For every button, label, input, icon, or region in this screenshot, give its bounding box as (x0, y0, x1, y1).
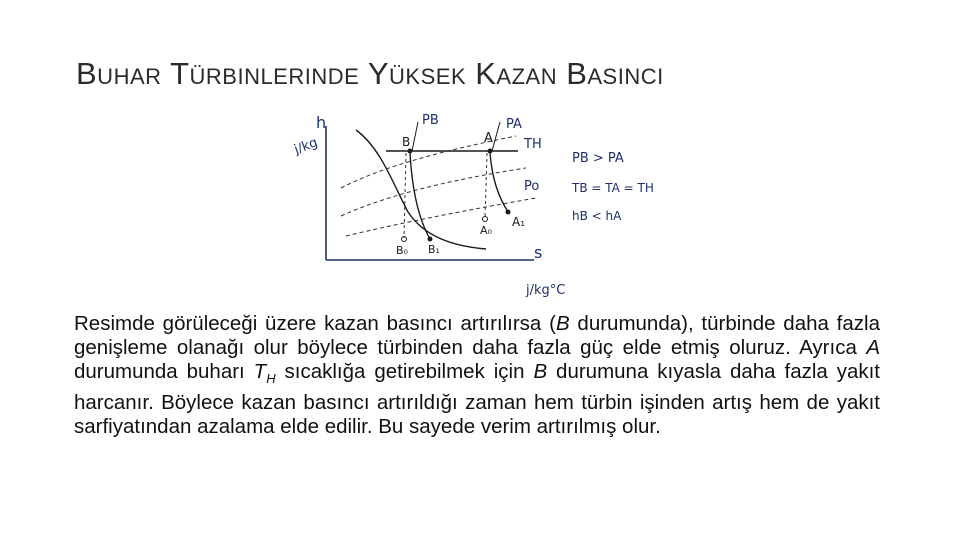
point-B1-dot (428, 237, 433, 242)
slide-title: Buhar Türbinlerinde Yüksek Kazan Basıncı (76, 56, 664, 91)
point-B-dot (408, 149, 413, 154)
body-paragraph (74, 312, 880, 439)
text-part-5: durumuna kıyasla daha fazla yakıt harcanır. Böylece kazan basıncı artırıldığı zaman hem türbin işinden artış hem de yakıt sarfiyatından azalama elde edilir. Bu sayede verim artırılmış olur. (74, 360, 881, 439)
label-PA: PA (506, 117, 522, 132)
point-A1-dot (506, 210, 511, 215)
pa-line (492, 122, 500, 151)
text-T: T (253, 360, 267, 383)
text-B-1: B (555, 312, 570, 335)
label-A: A (484, 131, 493, 146)
point-A0-dot (483, 217, 488, 222)
vertical-A0 (485, 153, 487, 218)
label-TH: TH (524, 137, 542, 152)
isobar-curve-3 (346, 198, 536, 236)
y-axis-unit-label: j/kg (292, 135, 320, 158)
point-A-dot (488, 149, 493, 154)
relation-temperature: TB = TA = TH (572, 181, 654, 195)
label-A0: A₀ (480, 224, 492, 237)
x-axis-s-label: s (534, 243, 543, 262)
relation-enthalpy: hB < hA (572, 209, 622, 223)
label-B: B (402, 135, 411, 149)
text-A: A (866, 336, 880, 359)
relation-pressure: PB > PA (572, 151, 624, 166)
pb-line (412, 122, 418, 151)
saturation-curve (356, 130, 486, 249)
text-part-3: durumunda buharı (74, 360, 254, 383)
label-B1: B₁ (428, 243, 440, 256)
label-B0: B₀ (396, 244, 408, 257)
y-axis-h-label: h (316, 113, 327, 132)
text-B-2: B (533, 360, 548, 383)
text-part-4: sıcaklığa getirebilmek için (275, 360, 534, 383)
text-part-1: Resimde görüleceği üzere kazan basıncı artırılırsa ( (74, 312, 556, 335)
vertical-B0 (404, 153, 406, 238)
label-PB: PB (422, 113, 439, 128)
x-axis-unit-label: j/kg°C (526, 283, 566, 298)
hs-diagram-figure (286, 108, 666, 318)
label-A1: A₁ (512, 215, 526, 229)
hs-diagram (286, 108, 666, 318)
text-part-2: durumunda), türbinde daha fazla genişleme olanağı olur böylece türbinden daha fazla güç elde etmiş oluruz. Ayrıca (74, 312, 880, 359)
text-T-sub: H (266, 371, 276, 387)
label-P0: Po (524, 179, 540, 194)
